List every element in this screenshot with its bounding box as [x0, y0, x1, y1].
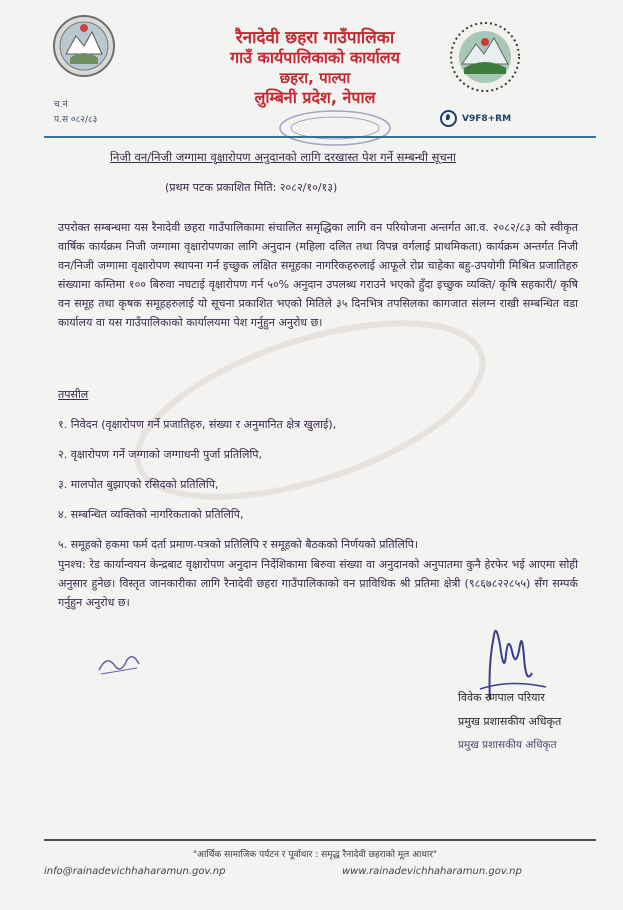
reference-block	[54, 98, 97, 128]
plus-code-value: V9F8+RM	[462, 113, 512, 124]
province-name: लुम्बिनी प्रदेश, नेपाल	[254, 88, 376, 107]
notice-subtitle: (प्रथम पटक प्रकाशित मिति: २०८२/१०/१३)	[165, 181, 338, 194]
location-pin-icon	[440, 110, 457, 127]
document-list	[58, 417, 578, 567]
fiscal-series: प.स ०८२/८३	[54, 115, 98, 125]
signatory-title: प्रमुख प्रशासकीय अधिकृत	[458, 715, 562, 728]
office-name: गाउँ कार्यपालिकाको कार्यालय	[230, 48, 400, 67]
letter-number: च.नं	[54, 100, 68, 110]
header-divider	[44, 136, 596, 138]
list-item: २. वृक्षारोपण गर्ने जग्गाको जग्गाधनी पुर्जा प्रतिलिपि,	[58, 448, 263, 461]
list-item: १. निवेदन (वृक्षारोपण गर्ने प्रजातिहरु, संख्या र अनुमानित क्षेत्र खुलाई),	[58, 418, 337, 431]
footer-website: www.rainadevichhaharamun.gov.np	[342, 866, 522, 877]
notice-body: उपरोक्त सम्बन्धमा यस रैनादेवी छहरा गाउँपालिकामा संचालित समृद्धिका लागि वन परियोजना अन्तर्गत आ.व. २०८२/८३ को स्वीकृत वार्षिक कार्यक्रम निजी जग्गामा वृक्षारोपणका लागि अनुदान (महिला दलित तथा विपन्न वर्गलाई प्राथमिकता) कार्यक्रम अन्तर्गत निजी वन/निजी जग्गामा वृक्षारोपण स्थापना गर्न इच्छुक लक्षित समूहका नागरिकहरुलाई आफूले रोप्न चाहेका बहु-उपयोगी मिश्रित प्रजातिहरु संख्यामा कम्तिमा १०० बिरुवा नघटाई वृक्षारोपण गर्न ५०% अनुदान उपलब्ध गराउने भएको हुँदा इच्छुक व्यक्ति/ कृषि सहकारी/ कृषि वन समूह तथा कृषक समूहहरुलाई यो सूचना प्रकाशित भएको मितिले ३५ दिनभित्र तपसिलका कागजात संलग्न राखी सम्बन्धित वडा कार्यालय वा यस गाउँपालिकाको कार्यालयमा पेश गर्नुहुन अनुरोध छ।	[58, 221, 578, 329]
list-item: ३. मालपोत बुझाएको रसिदको प्रतिलिपि,	[58, 478, 219, 491]
footer-slogan: "आर्थिक सामाजिक पर्यटन र पूर्वाधार : समृद्ध रैनादेवी छहराको मूल आधार"	[192, 850, 438, 860]
list-item: ४. सम्बन्धित व्यक्तिको नागरिकताको प्रतिलिपि,	[58, 508, 244, 521]
signatory-title-stamp: प्रमुख प्रशासकीय अधिकृत	[458, 739, 557, 751]
details-heading: तपसील	[58, 388, 89, 401]
notice-title: निजी वन/निजी जग्गामा वृक्षारोपण अनुदानको लागि दरखास्त पेश गर्ने सम्बन्धी सूचना	[110, 150, 457, 164]
office-place: छहरा, पाल्पा	[279, 69, 351, 87]
signatory-name: विवेक रणपाल परियार	[458, 691, 545, 704]
footer-email: info@rainadevichhaharamun.gov.np	[44, 866, 226, 877]
closing-note: पुनश्च: रेड कार्यान्वयन केन्द्रबाट वृक्षारोपण अनुदान निर्देशिकामा बिरुवा संख्या वा अनुदानको अनुपातमा कुनै हेरफेर भई आएमा सोही अनुसार हुनेछ। विस्तृत जानकारीका लागि रैनादेवी छहरा गाउँपालिकाको वन प्राविधिक श्री प्रतिमा क्षेत्री (९८६७८२२८५५) सँग सम्पर्क गर्नुहुन अनुरोध छ।	[58, 558, 578, 609]
footer-divider	[44, 839, 596, 841]
initial-stamp	[95, 648, 143, 678]
plus-code	[440, 110, 511, 127]
list-item: ५. समूहको हकमा फर्म दर्ता प्रमाण-पत्रको प्रतिलिपि र समूहको बैठकको निर्णयको प्रतिलिपि।	[58, 538, 419, 551]
municipality-name: रैनादेवी छहरा गाउँपालिका	[235, 28, 395, 48]
municipality-logo-icon	[448, 20, 522, 94]
office-seal-stamp	[275, 108, 395, 148]
nepal-emblem-icon	[52, 14, 116, 78]
letterhead	[190, 28, 440, 108]
